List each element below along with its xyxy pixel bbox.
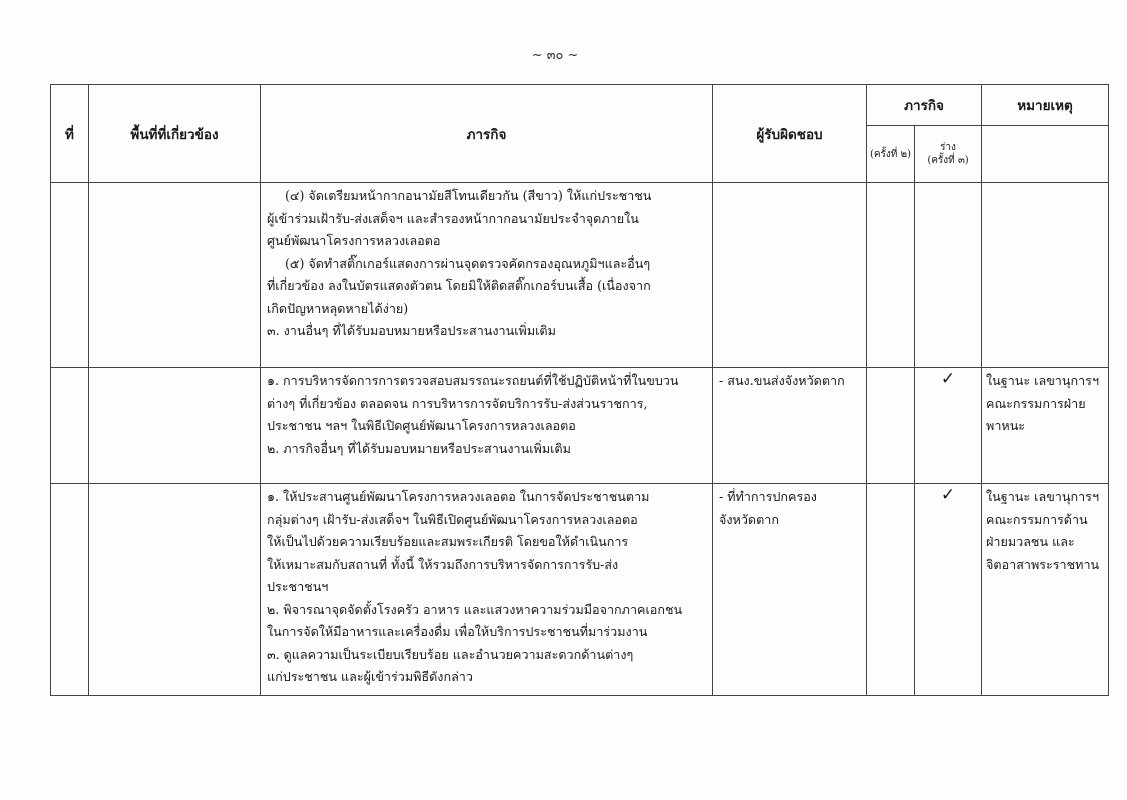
header-mission: ภารกิจ	[261, 85, 713, 183]
mission-line: กลุ่มต่างๆ เฝ้ารับ-ส่งเสด็จฯ ในพิธีเปิดศูนย์พัฒนาโครงการหลวงเลอตอ	[267, 511, 638, 527]
remark-line: พาหนะ	[986, 418, 1026, 433]
cell-no	[51, 484, 89, 696]
cell-round-3	[915, 183, 982, 368]
header-round-3-line2: (ครั้งที่ ๓)	[927, 155, 969, 166]
mission-line: ประชาชน ฯลฯ ในพิธีเปิดศูนย์พัฒนาโครงการหลวงเลอตอ	[267, 418, 576, 433]
mission-line: ๓. ดูแลความเป็นระเบียบเรียบร้อย และอำนวยความสะดวกด้านต่างๆ	[267, 646, 634, 662]
mission-line: ให้เป็นไปด้วยความเรียบร้อยและสมพระเกียรติ โดยขอให้ดำเนินการ	[267, 534, 629, 549]
table-row	[51, 484, 1109, 696]
mission-line: ๒. ภารกิจอื่นๆ ที่ได้รับมอบหมายหรือประสานงานเพิ่มเติม	[267, 440, 571, 456]
remark-line: คณะกรรมการด้าน	[986, 511, 1088, 527]
checkmark-icon: ✓	[940, 369, 956, 389]
header-mission-group: ภารกิจ	[867, 85, 982, 126]
mission-line: เกิดปัญหาหลุดหายได้ง่าย)	[267, 300, 409, 316]
cell-round-2	[867, 484, 915, 696]
cell-mission	[261, 484, 713, 696]
mission-line: ๒. พิจารณาจุดจัดตั้งโรงครัว อาหาร และแสวงหาความร่วมมือจากภาคเอกชน	[267, 601, 683, 617]
cell-round-2	[867, 368, 915, 484]
cell-round-3	[915, 484, 982, 696]
mission-line: ๓. งานอื่นๆ ที่ได้รับมอบหมายหรือประสานงานเพิ่มเติม	[267, 323, 556, 338]
mission-line: ผู้เข้าร่วมเฝ้ารับ-ส่งเสด็จฯ และสำรองหน้ากากอนามัยประจำจุดภายใน	[267, 210, 639, 226]
cell-responsible	[713, 368, 867, 484]
mission-line: แก่ประชาชน และผู้เข้าร่วมพิธีดังกล่าว	[267, 669, 473, 684]
page-number: ~ ๓๐ ~	[531, 48, 579, 63]
header-round-3	[915, 126, 982, 183]
cell-area	[89, 368, 261, 484]
cell-round-2	[867, 183, 915, 368]
checkmark-icon: ✓	[940, 485, 956, 505]
header-responsible: ผู้รับผิดชอบ	[713, 85, 867, 183]
mission-line: (๕) จัดทำสติ๊กเกอร์แสดงการผ่านจุดตรวจคัดกรองอุณหภูมิฯและอื่นๆ	[285, 255, 651, 271]
cell-area	[89, 484, 261, 696]
mission-line: ที่เกี่ยวข้อง ลงในบัตรแสดงตัวตน โดยมิให้ติดสติ๊กเกอร์บนเสื้อ (เนื่องจาก	[267, 278, 651, 293]
cell-round-3	[915, 368, 982, 484]
cell-no	[51, 368, 89, 484]
mission-line: ในการจัดให้มีอาหารและเครื่องดื่ม เพื่อให้บริการประชาชนที่มาร่วมงาน	[267, 624, 648, 639]
remark-line: คณะกรรมการฝ่าย	[986, 395, 1086, 411]
cell-responsible	[713, 183, 867, 368]
cell-remark	[982, 368, 1109, 484]
header-round-2: (ครั้งที่ ๒)	[867, 126, 915, 183]
mission-line: ประชาชนฯ	[267, 579, 329, 594]
table-row	[51, 368, 1109, 484]
header-round-3-line1: ร่าง	[940, 142, 956, 153]
mission-line: ศูนย์พัฒนาโครงการหลวงเลอตอ	[267, 233, 441, 248]
responsible-line: จังหวัดตาก	[719, 511, 779, 527]
remark-line: ฝ่ายมวลชน และ	[986, 534, 1075, 549]
responsible-line: - สนง.ขนส่งจังหวัดตาก	[719, 373, 845, 388]
mission-line: (๔) จัดเตรียมหน้ากากอนามัยสีโทนเดียวกัน (สีขาว) ให้แก่ประชาชน	[285, 188, 652, 203]
table-row	[51, 183, 1109, 368]
cell-mission	[261, 368, 713, 484]
cell-remark	[982, 183, 1109, 368]
cell-remark	[982, 484, 1109, 696]
remark-line: ในฐานะ เลขานุการฯ	[986, 373, 1100, 388]
remark-line: จิตอาสาพระราชทาน	[986, 556, 1100, 572]
remark-line: ในฐานะ เลขานุการฯ	[986, 489, 1100, 504]
mission-line: ๑. ให้ประสานศูนย์พัฒนาโครงการหลวงเลอตอ ในการจัดประชาชนตาม	[267, 489, 650, 504]
cell-area	[89, 183, 261, 368]
header-remark-blank	[982, 126, 1109, 183]
header-remark: หมายเหตุ	[982, 85, 1109, 126]
cell-mission	[261, 183, 713, 368]
cell-responsible	[713, 484, 867, 696]
responsible-line: - ที่ทำการปกครอง	[719, 489, 817, 504]
mission-line: ๑. การบริหารจัดการการตรวจสอบสมรรถนะรถยนต์ที่ใช้ปฏิบัติหน้าที่ในขบวน	[267, 373, 679, 388]
mission-line: ให้เหมาะสมกับสถานที่ ทั้งนี้ ให้รวมถึงการบริหารจัดการการรับ-ส่ง	[267, 556, 619, 572]
header-no: ที่	[51, 85, 89, 183]
header-area: พื้นที่ที่เกี่ยวข้อง	[89, 85, 261, 183]
mission-line: ต่างๆ ที่เกี่ยวข้อง ตลอดจน การบริหารการจัดบริการรับ-ส่งส่วนราชการ,	[267, 395, 648, 411]
cell-no	[51, 183, 89, 368]
mission-table	[50, 84, 1109, 696]
